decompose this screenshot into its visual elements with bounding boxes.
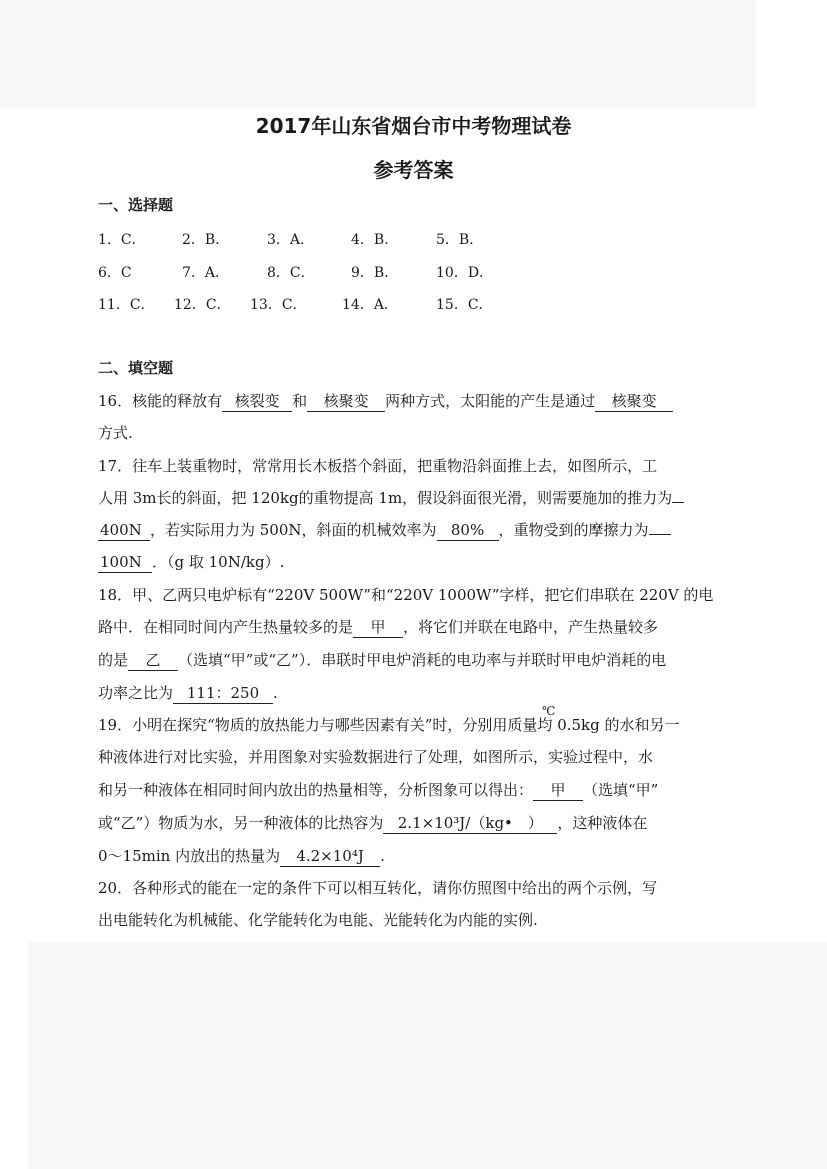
q19-text-5: 0～15min 内放出的热量为 (98, 847, 281, 865)
answer-12: 12．C． (174, 297, 231, 313)
q17-line-2 (98, 487, 684, 508)
answer-10: 10．D． (436, 265, 494, 281)
q18-blank-2: 乙 (128, 651, 178, 671)
q19-blank-2: 2.1×10³J/（kg• ） (383, 814, 557, 834)
q18-text-4: （选填“甲”或“乙”）．串联时甲电炉消耗的电功率与并联时甲电炉消耗的电 (178, 651, 667, 669)
q16-text-3: 两种方式，太阳能的产生是通过 (385, 392, 596, 410)
q19-line-1: 19．小明在探究“物质的放热能力与哪些因素有关”时，分别用质量均 0.5kg 的水和另一 (98, 716, 680, 734)
q17-line-1: 17．往车上装重物时，常常用长木板搭个斜面，把重物沿斜面推上去，如图所示，工 (98, 457, 658, 475)
q19-text-3: 或“乙”）物质为水，另一种液体的比热容为 (98, 814, 384, 832)
q18-text-3: 的是 (98, 651, 129, 669)
q17-blank-1: 400N (98, 521, 150, 541)
document-subtitle: 参考答案 (373, 158, 454, 182)
q19-text-6: . (380, 847, 385, 865)
q19-line-4 (98, 812, 647, 834)
q18-blank-3: 111：250 (173, 684, 273, 704)
q17-blank-3: 100N (98, 553, 152, 573)
q18-line-4 (98, 682, 278, 704)
q16-text-2: 和 (292, 392, 308, 410)
document-title: 2017年山东省烟台市中考物理试卷 (255, 114, 572, 138)
q18-blank-1: 甲 (353, 618, 403, 638)
q16-blank-2: 核聚变 (307, 392, 385, 412)
q20-line-1: 20．各种形式的能在一定的条件下可以相互转化，请你仿照图中给出的两个示例，写 (98, 879, 658, 897)
q16-line-1 (98, 390, 673, 412)
q17-text-4: ，重物受到的摩擦力为 (498, 521, 649, 539)
q17-blank-1-start (672, 502, 684, 503)
bottom-gray-band (28, 942, 827, 1169)
q19-blank-1: 甲 (533, 781, 583, 801)
answer-4: 4．B． (351, 232, 399, 248)
q18-text-1: 路中．在相同时间内产生热量较多的是 (98, 618, 354, 636)
q17-line-4 (98, 551, 284, 573)
answer-6: 6．C (98, 265, 132, 281)
degree-symbol: ℃ (542, 704, 556, 718)
answer-3: 3．A． (267, 232, 315, 248)
q17-text-3: ，若实际用力为 500N，斜面的机械效率为 (150, 521, 437, 539)
section-heading-fill: 二、填空题 (98, 359, 174, 377)
q18-line-1: 18．甲、乙两只电炉标有“220V 500W”和“220V 1000W”字样，把它们串联在 220V 的电 (98, 586, 714, 604)
q19-line-3 (98, 779, 658, 801)
answer-5: 5．B． (436, 232, 484, 248)
q20-line-2: 出电能转化为机械能、化学能转化为电能、光能转化为内能的实例. (98, 911, 538, 929)
q19-line-2: 种液体进行对比实验，并用图象对实验数据进行了处理，如图所示，实验过程中，水 (98, 748, 654, 766)
q17-line-3 (98, 519, 671, 541)
q17-blank-2: 80% (437, 521, 499, 541)
q16-blank-3: 核聚变 (595, 392, 673, 412)
q18-text-5: 功率之比为 (98, 684, 174, 702)
answer-14: 14．A． (342, 297, 398, 313)
answer-9: 9．B． (351, 265, 399, 281)
q18-line-2 (98, 616, 658, 638)
answer-7: 7．A． (182, 265, 230, 281)
q17-text-2: 人用 3m长的斜面，把 120kg的重物提高 1m，假设斜面很光滑，则需要施加的推力为 (98, 489, 673, 507)
q19-text-2: （选填“甲” (583, 781, 659, 799)
q19-text-4: ，这种液体在 (557, 814, 648, 832)
answer-1: 1．C． (98, 232, 146, 248)
q17-blank-3-start (649, 534, 671, 535)
section-heading-choice: 一、选择题 (98, 196, 174, 214)
q18-text-2: ，将它们并联在电路中，产生热量较多 (403, 618, 659, 636)
q16-blank-1: 核裂变 (222, 392, 292, 412)
answer-2: 2．B． (182, 232, 230, 248)
top-gray-band (0, 0, 756, 108)
answer-8: 8．C． (267, 265, 315, 281)
q17-text-5: ．（g 取 10N/kg）. (152, 553, 285, 571)
answer-13: 13．C． (250, 297, 307, 313)
answer-15: 15．C． (436, 297, 493, 313)
q16-line-2: 方式. (98, 424, 133, 442)
q19-text-1: 和另一种液体在相同时间内放出的热量相等，分析图象可以得出： (98, 781, 534, 799)
q16-text-1: 16．核能的释放有 (98, 392, 223, 410)
q18-text-6: . (273, 684, 278, 702)
q19-line-5 (98, 845, 385, 867)
q18-line-3 (98, 649, 666, 671)
q19-blank-3: 4.2×10⁴J (280, 847, 380, 867)
answer-11: 11．C． (98, 297, 155, 313)
